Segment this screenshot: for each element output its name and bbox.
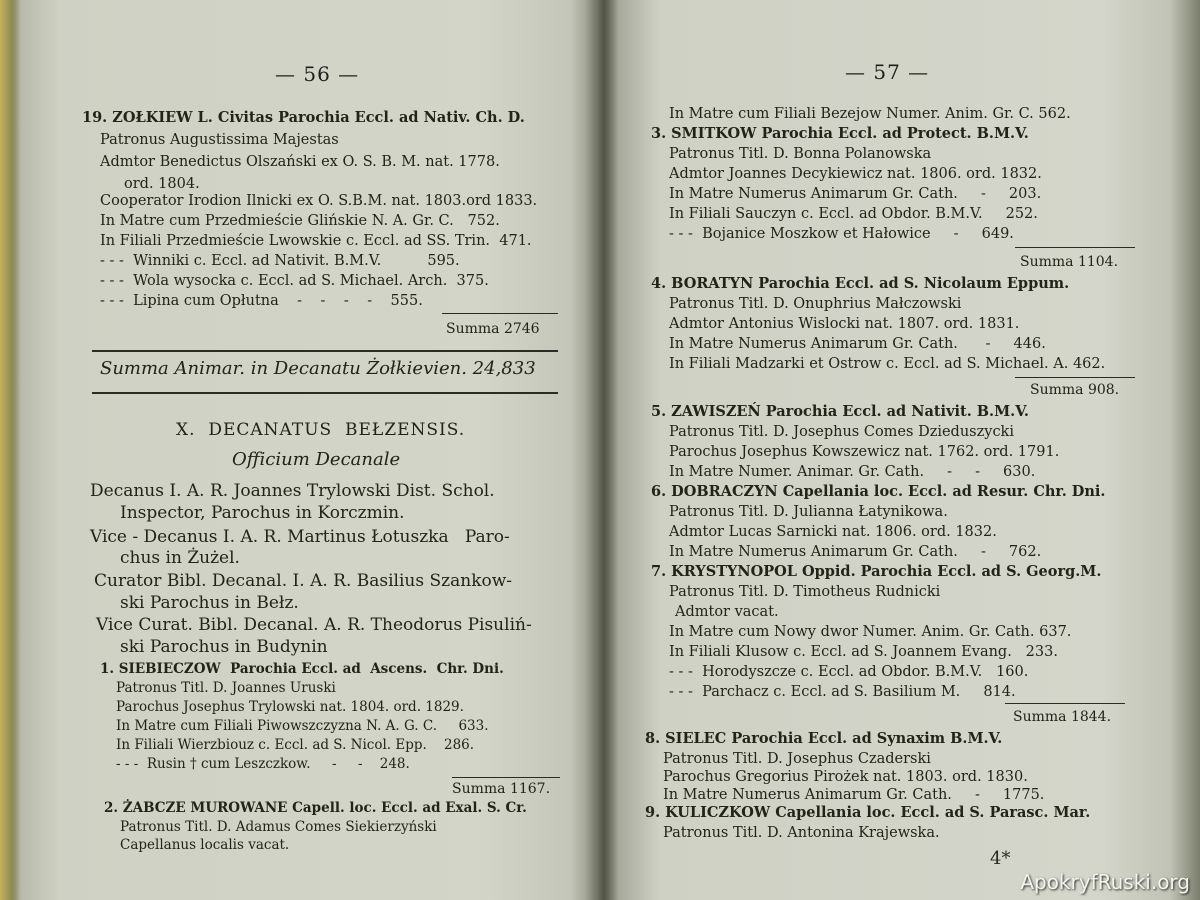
entry-line: Parochus Gregorius Pirożek nat. 1803. ord. 1830. [663,769,1028,785]
sum-rule [452,777,560,778]
entry-line: - - - Parchacz c. Eccl. ad S. Basilium M. 814. [669,684,1016,700]
officium-line: Vice Curat. Bibl. Decanal. A. R. Theodorus Pisuliń- [96,615,532,635]
page-number-left: — 56 — [275,62,360,86]
entry-line: Patronus Titl. D. Adamus Comes Siekierzyński [120,819,437,835]
entry-line: In Matre Numerus Animarum Gr. Cath. - 446. [669,336,1046,352]
entry-line: - - - Bojanice Moszkow et Hałowice - 649. [669,226,1014,242]
book-gutter [585,0,619,900]
entry-7-title: 7. KRYSTYNOPOL Oppid. Parochia Eccl. ad S. Georg.M. [651,563,1102,580]
officium-line: ski Parochus in Budynin [120,637,328,657]
summa-3: Summa 1104. [1020,254,1119,270]
decanatus-title: X. DECANATUS BEŁZENSIS. [176,420,466,440]
entry-line: Patronus Titl. D. Antonina Krajewska. [663,825,940,841]
entry-line: In Matre Numerus Animarum Gr. Cath. - 203. [669,186,1042,202]
entry-line: Parochus Josephus Trylowski nat. 1804. ord. 1829. [116,699,464,715]
entry-line: Parochus Josephus Kowszewicz nat. 1762. ord. 1791. [669,444,1060,460]
watermark: ApokryfRuski.org [1020,870,1190,894]
entry-8-title: 8. SIELEC Parochia Eccl. ad Synaxim B.M.V. [645,730,1003,747]
entry-line: In Matre Numerus Animarum Gr. Cath. - 762. [669,544,1042,560]
officium-line: Curator Bibl. Decanal. I. A. R. Basilius Szankow- [94,571,513,591]
entry-line: Patronus Titl. D. Julianna Łatynikowa. [669,504,948,520]
divider-top [92,350,558,352]
entry-line: Admtor Joannes Decykiewicz nat. 1806. ord. 1832. [669,166,1042,182]
entry-line: Admtor Antonius Wislocki nat. 1807. ord. 1831. [669,316,1020,332]
entry-line: Patronus Titl. D. Onuphrius Małczowski [669,296,962,312]
entry-line: In Matre cum Nowy dwor Numer. Anim. Gr. Cath. 637. [669,624,1072,640]
entry-line: Admtor Benedictus Olszański ex O. S. B. M. nat. 1778. [100,154,500,170]
entry-line: Patronus Titl. D. Joannes Uruski [116,680,336,696]
sum-rule [442,313,558,314]
entry-line: In Filiali Madzarki et Ostrow c. Eccl. ad S. Michael. A. 462. [669,356,1106,372]
officium-line: Inspector, Parochus in Korczmin. [120,503,405,523]
entry-line: Admtor vacat. [675,604,779,620]
entry-line: In Filiali Wierzbiouz c. Eccl. ad S. Nicol. Epp. 286. [116,737,475,753]
entry-6-title: 6. DOBRACZYN Capellania loc. Eccl. ad Resur. Chr. Dni. [651,483,1106,500]
entry-5-title: 5. ZAWISZEŃ Parochia Eccl. ad Nativit. B.M.V. [651,403,1029,420]
entry-line: In Matre cum Filiali Bezejow Numer. Anim. Gr. C. 562. [669,106,1071,122]
sum-rule [1015,377,1135,378]
right-page [605,0,1200,900]
entry-line: - - - Rusin † cum Leszczkow. - - 248. [116,756,410,772]
sum-rule [1015,247,1135,248]
page-number-right: — 57 — [845,60,930,84]
entry-2-title: 2. ŻABCZE MUROWANE Capell. loc. Eccl. ad Exal. S. Cr. [104,800,527,816]
entry-line: In Matre cum Przedmieście Glińskie N. A. Gr. C. 752. [100,213,500,229]
entry-9-title: 9. KULICZKOW Capellania loc. Eccl. ad S. Parasc. Mar. [645,804,1091,821]
summa-19: Summa 2746 [446,321,540,337]
entry-line: - - - Horodyszcze c. Eccl. ad Obdor. B.M.V. 160. [669,664,1029,680]
officium-line: Decanus I. A. R. Joannes Trylowski Dist. Schol. [90,481,495,501]
entry-3-title: 3. SMITKOW Parochia Eccl. ad Protect. B.M.V. [651,125,1029,142]
divider-bottom [92,392,558,394]
summa-4: Summa 908. [1030,382,1120,398]
entry-1-title: 1. SIEBIECZOW Parochia Eccl. ad Ascens. Chr. Dni. [100,661,504,677]
entry-line: Patronus Titl. D. Bonna Polanowska [669,146,932,162]
entry-line: Cooperator Irodion Ilnicki ex O. S.B.M. nat. 1803.ord 1833. [100,193,538,209]
entry-19-title: 19. ZOŁKIEW L. Civitas Parochia Eccl. ad Nativ. Ch. D. [82,109,525,126]
entry-line: Patronus Augustissima Majestas [100,132,339,148]
summa-decanatu: Summa Animar. in Decanatu Żołkievien. 24,833 [100,358,536,379]
officium-line: Vice - Decanus I. A. R. Martinus Łotuszka Paro- [90,527,510,547]
officium-line: chus in Żużel. [120,548,240,568]
entry-line: Patronus Titl. D. Timotheus Rudnicki [669,584,941,600]
entry-line: - - - Winniki c. Eccl. ad Nativit. B.M.V. 595. [100,253,460,269]
entry-line: ord. 1804. [124,176,200,192]
entry-line: Admtor Lucas Sarnicki nat. 1806. ord. 1832. [669,524,997,540]
entry-line: In Filiali Klusow c. Eccl. ad S. Joannem Evang. 233. [669,644,1058,660]
signature-mark: 4* [990,848,1011,869]
entry-line: Patronus Titl. D. Josephus Comes Dzieduszycki [669,424,1014,440]
entry-line: Capellanus localis vacat. [120,837,290,853]
entry-line: - - - Wola wysocka c. Eccl. ad S. Michael. Arch. 375. [100,273,489,289]
entry-line: In Matre cum Filiali Piwowszczyzna N. A. G. C. 633. [116,718,489,734]
entry-line: In Filiali Sauczyn c. Eccl. ad Obdor. B.M.V. 252. [669,206,1038,222]
entry-line: In Matre Numerus Animarum Gr. Cath. - 1775. [663,787,1045,803]
entry-line: In Matre Numer. Animar. Gr. Cath. - - 630. [669,464,1036,480]
entry-line: - - - Lipina cum Opłutna - - - - 555. [100,293,423,309]
officium-heading: Officium Decanale [232,449,401,470]
entry-line: In Filiali Przedmieście Lwowskie c. Eccl. ad SS. Trin. 471. [100,233,532,249]
summa-1: Summa 1167. [452,781,551,797]
summa-7: Summa 1844. [1013,709,1112,725]
entry-4-title: 4. BORATYN Parochia Eccl. ad S. Nicolaum Eppum. [651,275,1070,292]
sum-rule [1005,703,1125,704]
officium-line: ski Parochus in Bełz. [120,593,299,613]
entry-line: Patronus Titl. D. Josephus Czaderski [663,751,931,767]
